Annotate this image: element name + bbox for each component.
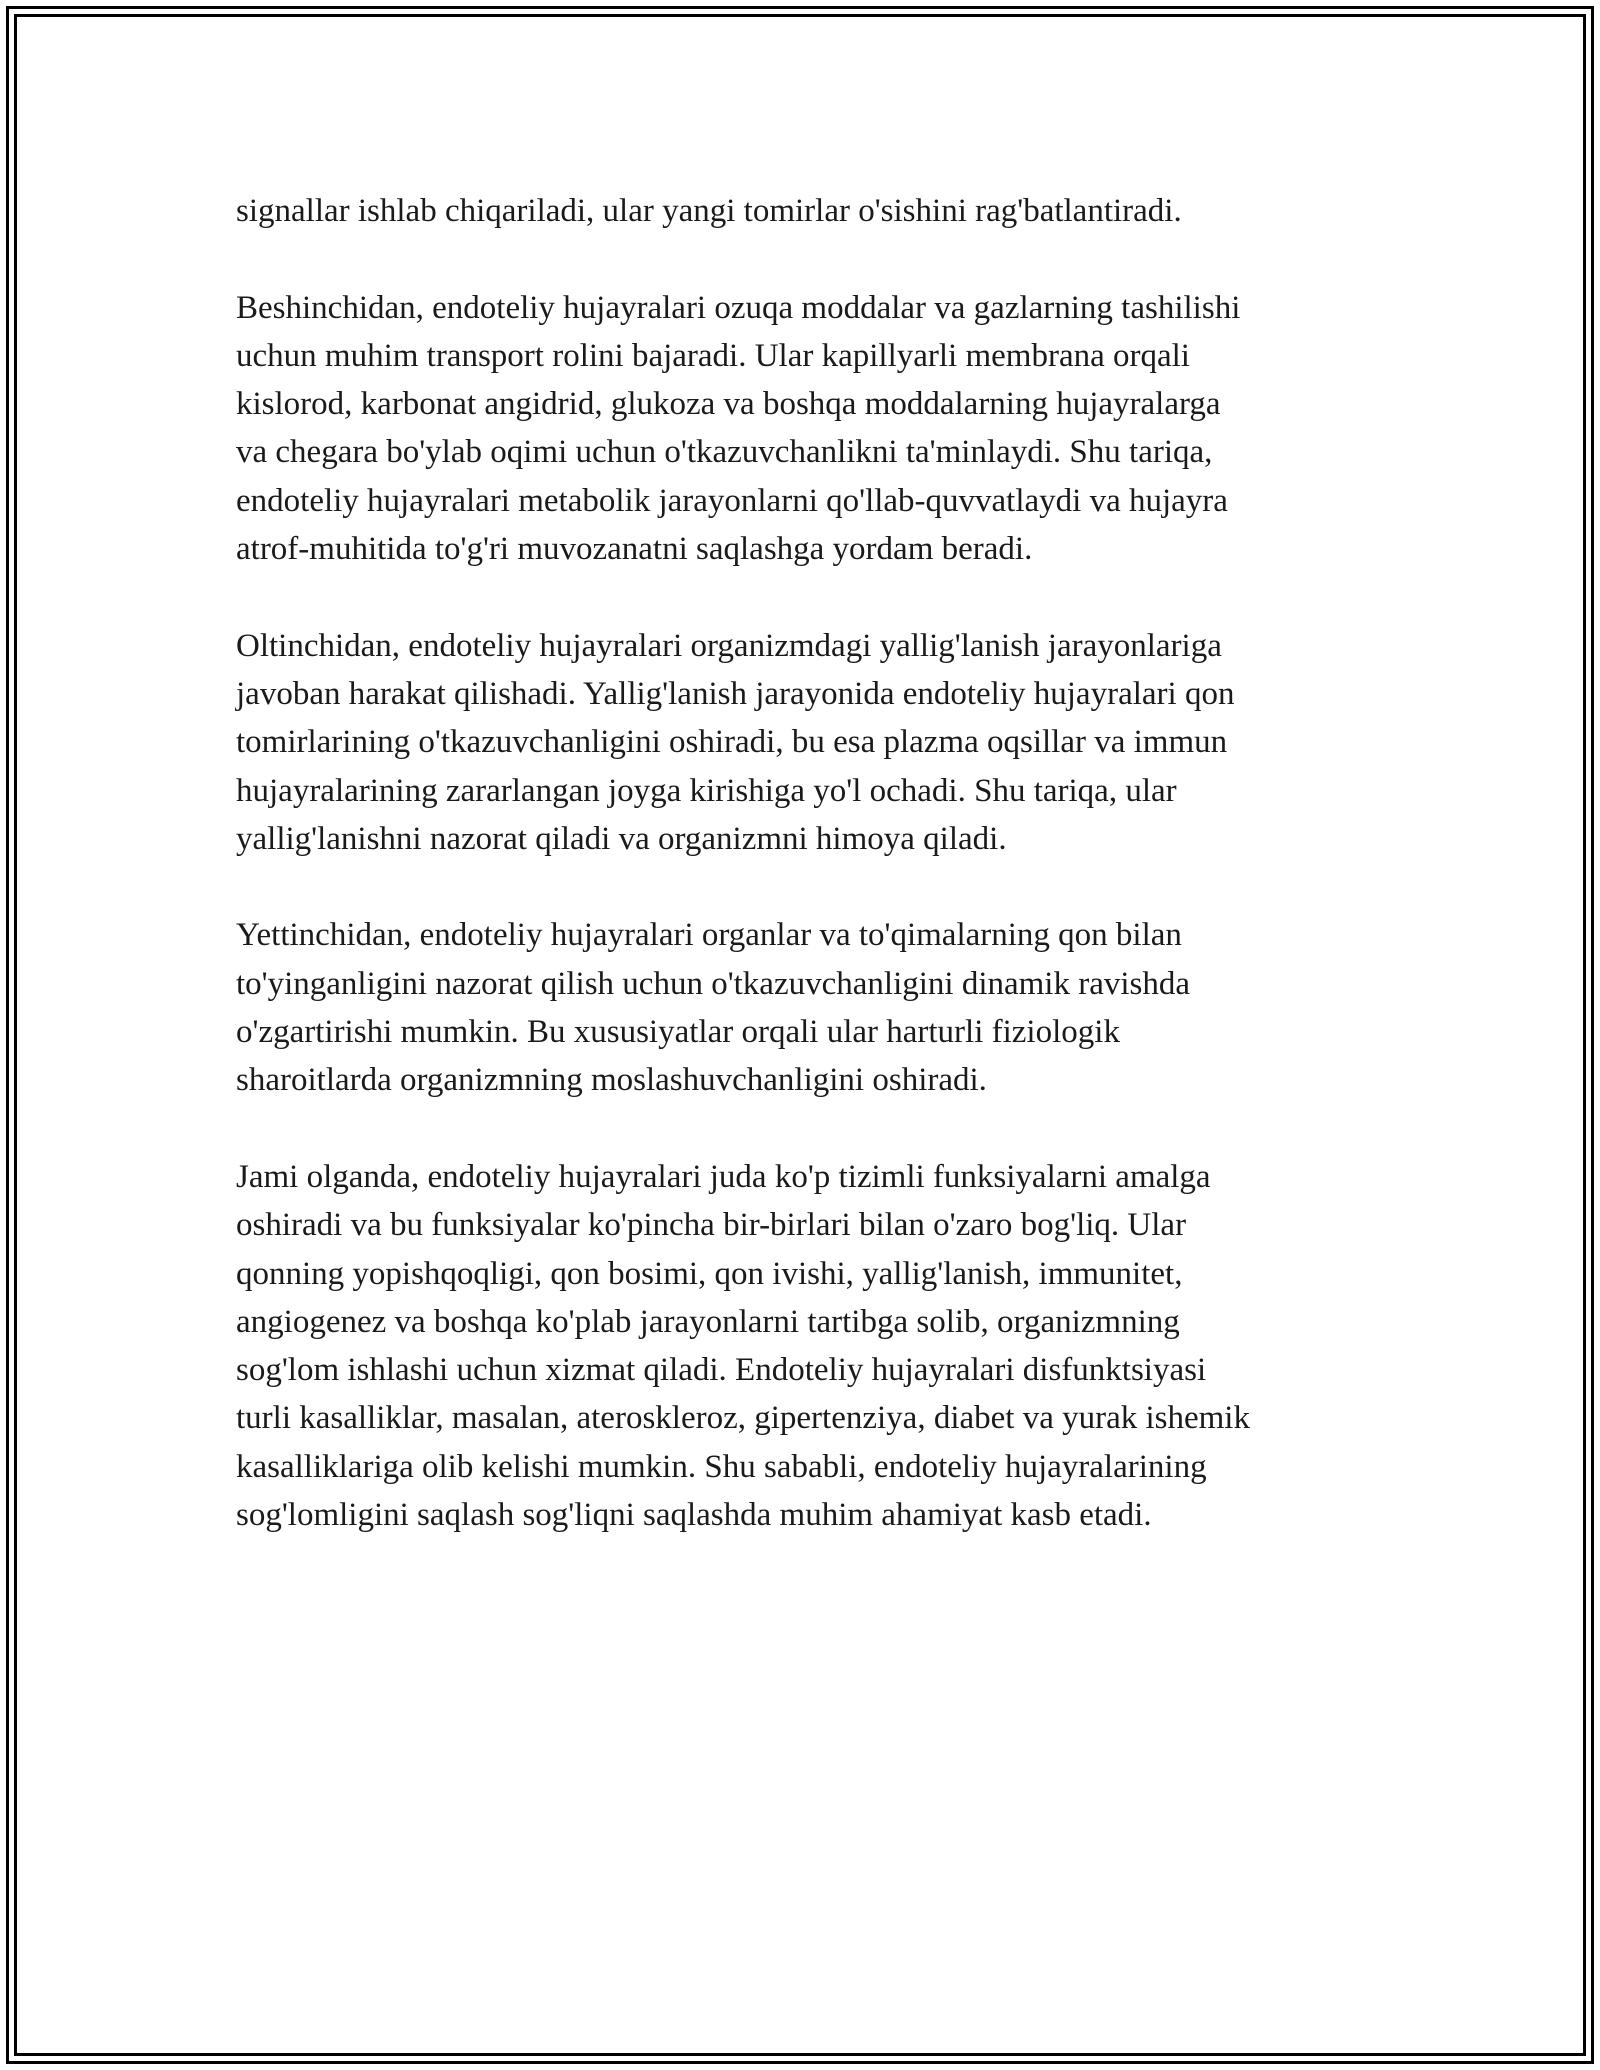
paragraph-2: Beshinchidan, endoteliy hujayralari ozuqa moddalar va gazlarning tashilishi uchun muhim transport rolini bajaradi. Ular kapillyarli membrana orqali kislorod, karbonat angidrid, glukoza va boshqa moddalarning hujayralarga va chegara bo'ylab oqimi uchun o'tkazuvchanlikni ta'minlaydi. Shu tariqa, endoteliy hujayralari metabolik jarayonlarni qo'llab-quvvatlaydi va hujayra atrof-muhitida to'g'ri muvozanatni saqlashga yordam beradi. [236, 289, 1241, 568]
paragraph-5: Jami olganda, endoteliy hujayralari juda ko'p tizimli funksiyalarni amalga oshiradi va bu funksiyalar ko'pincha bir-birlari bilan o'zaro bog'liq. Ular qonning yopishqoqligi, qon bosimi, qon ivishi, yallig'lanish, immunitet, angiogenez va boshqa ko'plab jarayonlarni tartibga solib, organizmning sog'lom ishlashi uchun xizmat qiladi. Endoteliy hujayralari disfunktsiyasi turli kasalliklar, masalan, ateroskleroz, gipertenziya, diabet va yurak ishemik kasalliklariga olib kelishi mumkin. Shu sababli, endoteliy hujayralarining sog'lomligini saqlash sog'liqni saqlashda muhim ahamiyat kasb etadi. [236, 1158, 1250, 1534]
paragraph-4: Yettinchidan, endoteliy hujayralari organlar va to'qimalarning qon bilan to'yinganligini nazorat qilish uchun o'tkazuvchanligini dinamik ravishda o'zgartirishi mumkin. Bu xususiyatlar orqali ular harturli fiziologik sharoitlarda organizmning moslashuvchanligini oshiradi. [236, 917, 1191, 1099]
paragraph-3: Oltinchidan, endoteliy hujayralari organizmdagi yallig'lanish jarayonlariga javoban harakat qilishadi. Yallig'lanish jarayonida endoteliy hujayralari qon tomirlarining o'tkazuvchanligini oshiradi, bu esa plazma oqsillar va immun hujayralarining zararlangan joyga kirishiga yo'l ochadi. Shu tariqa, ular yallig'lanishni nazorat qiladi va organizmni himoya qiladi. [236, 627, 1235, 857]
paragraph-1: signallar ishlab chiqariladi, ular yangi tomirlar o'sishini rag'batlantiradi. [236, 193, 1182, 229]
document-body [236, 187, 1376, 1539]
